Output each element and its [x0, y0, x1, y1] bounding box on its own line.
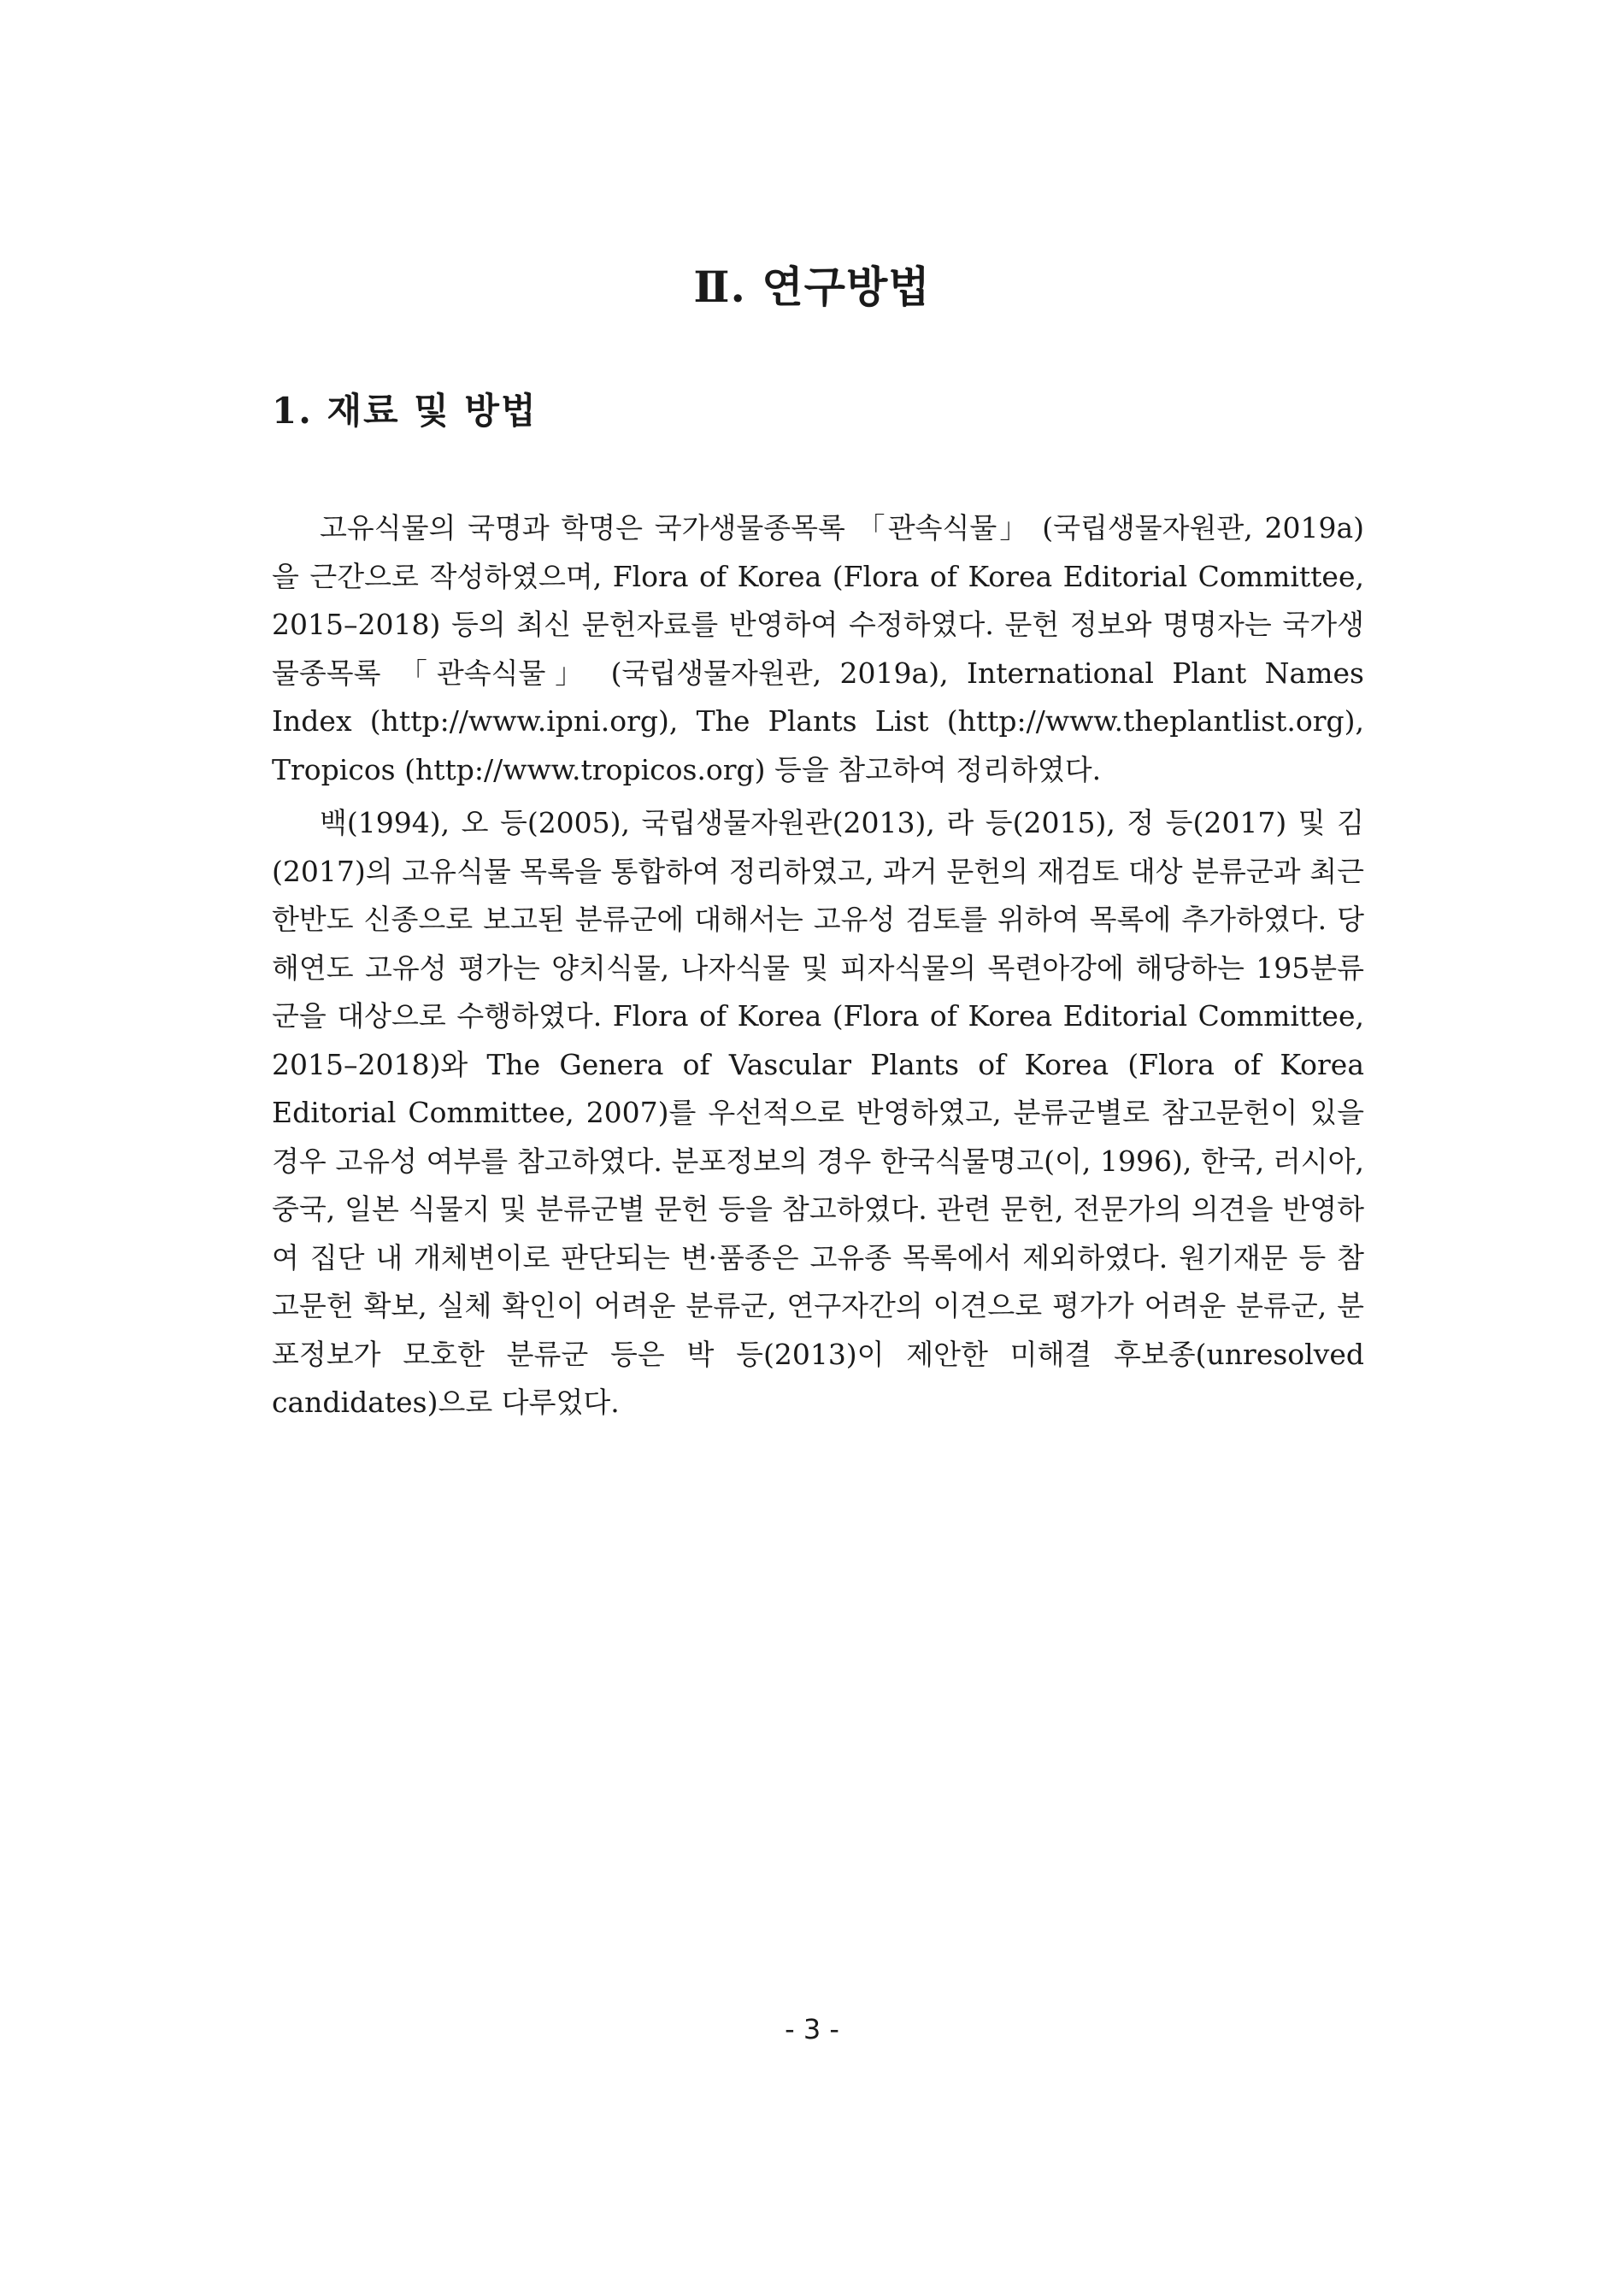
body-text: [272, 504, 1364, 1433]
page-number: - 3 -: [785, 2013, 839, 2045]
chapter-title: Ⅱ. 연구방법: [693, 262, 931, 312]
section-title: 1. 재료 및 방법: [272, 390, 538, 432]
paragraph-materials: 고유식물의 국명과 학명은 국가생물종목록 「관속식물」 (국립생물자원관, 2019a)을 근간으로 작성하였으며, Flora of Korea (Flora of Korea Editorial Committee, 2015–2018) 등의 최신 문헌자료를 반영하여 수정하였다. 문헌 정보와 명명자는 국가생물종목록 「관속식물」 (국립생물자원관, 2019a), International Plant Names Index (http://www.ipni.org), The Plants List (http://www.theplantlist.org), Tropicos (http://www.tropicos.org) 등을 참고하여 정리하였다.: [272, 511, 1364, 786]
paragraph-methods: 백(1994), 오 등(2005), 국립생물자원관(2013), 라 등(2015), 정 등(2017) 및 김(2017)의 고유식물 목록을 통합하여 정리하였고, 과거 문헌의 재검토 대상 분류군과 최근 한반도 신종으로 보고된 분류군에 대해서는 고유성 검토를 위하여 목록에 추가하였다. 당해연도 고유성 평가는 양치식물, 나자식물 및 피자식물의 목련아강에 해당하는 195분류군을 대상으로 수행하였다. Flora of Korea (Flora of Korea Editorial Committee, 2015–2018)와 The Genera of Vascular Plants of Korea (Flora of Korea Editorial Committee, 2007)를 우선적으로 반영하였고, 분류군별로 참고문헌이 있을 경우 고유성 여부를 참고하였다. 분포정보의 경우 한국식물명고(이, 1996), 한국, 러시아, 중국, 일본 식물지 및 분류군별 문헌 등을 참고하였다. 관련 문헌, 전문가의 의견을 반영하여 집단 내 개체변이로 판단되는 변·품종은 고유종 목록에서 제외하였다. 원기재문 등 참고문헌 확보, 실체 확인이 어려운 분류군, 연구자간의 이견으로 평가가 어려운 분류군, 분포정보가 모호한 분류군 등은 박 등(2013)이 제안한 미해결 후보종(unresolved candidates)으로 다루었다.: [272, 806, 1364, 1419]
